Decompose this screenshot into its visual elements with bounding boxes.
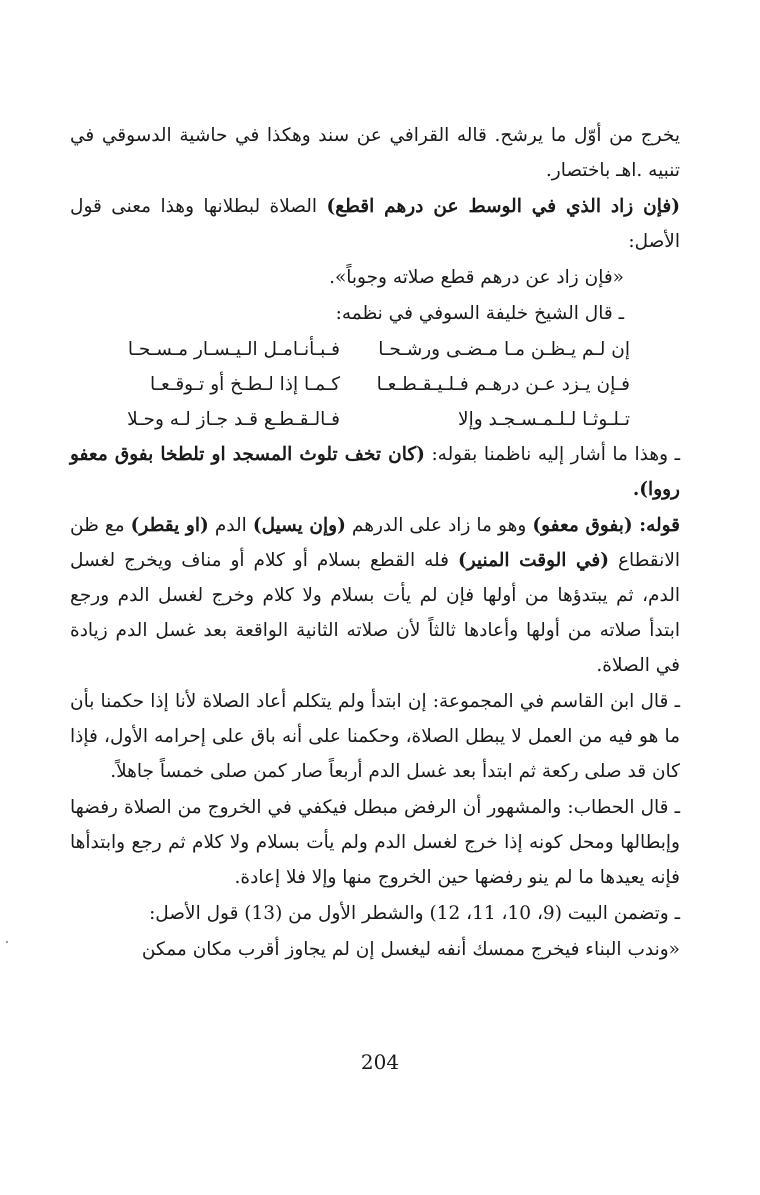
p6-bold-1: (بفوق معفو) — [532, 515, 633, 536]
p1-text: يخرج من أوّل ما يرشح. قاله القرافي عن سند وهكذا في حاشية الدسوقي في تنبيه .اهـ باختصار. — [70, 125, 680, 181]
poem-hemistich-second: فـبـأنـامـل الـيـسـار مـسـحـا — [127, 339, 340, 360]
paragraph-9 — [70, 896, 680, 931]
poem-verse — [70, 367, 630, 402]
paragraph-7 — [70, 684, 680, 789]
poem-verse — [70, 402, 630, 437]
p5-text: ـ وهذا ما أشار إليه ناظمنا بقوله: — [424, 444, 680, 465]
p6-bold-3: (او يقطر) — [130, 515, 209, 536]
page-number: 204 — [360, 1050, 400, 1074]
paragraph-3-quote — [70, 260, 680, 295]
poem-hemistich-first: إن لـم يـظـن مـا مـضـى ورشـحـا — [378, 339, 630, 360]
paragraph-4 — [70, 296, 680, 331]
paragraph-1 — [70, 118, 680, 188]
p6-text-3: مع ظن الانقطاع — [70, 515, 681, 571]
p6-text-2: الدم — [208, 515, 253, 536]
poem-block — [70, 332, 630, 437]
p9-text: ـ وتضمن البيت (9، 10، 11، 12) والشطر الأول من (13) قول الأصل: — [149, 903, 680, 924]
p6-text-4: فله القطع بسلام أو كلام أو مناف ويخرج لغسل الدم، ثم يبتدؤها من أولها فإن لم يأت بسلام ولا كلام وخرج لغسل الدم ورجع ابتدأ صلاته من أولها وأعادها ثالثاً لأن صلاته الثانية الواقعة بعد غسل الدم زيادة في الصلاة. — [70, 550, 680, 676]
page-body — [70, 118, 680, 968]
poem-hemistich-first: فـإن يـزد عـن درهـم فـلـيـقـطـعـا — [376, 374, 630, 395]
p7-text: ـ قال ابن القاسم في المجموعة: إن ابتدأ ولم يتكلم أعاد الصلاة لأنا إذا حكمنا بأن ما هو فيه من العمل لا يبطل الصلاة، وحكمنا على أنه باق على إحرامه الأول، فإذا كان قد صلى ركعة ثم ابتدأ بعد غسل الدم أربعاً صار كمن صلى خمساً جاهلاً. — [70, 691, 680, 782]
p6-bold-2: (وإن يسيل) — [252, 515, 346, 536]
p3-text: «فإن زاد عن درهم قطع صلاته وجوباً». — [329, 267, 624, 288]
p6-lead: قوله: — [632, 515, 681, 536]
p6-text-1: وهو ما زاد على الدرهم — [345, 515, 533, 536]
margin-mark — [6, 941, 8, 943]
paragraph-6 — [70, 508, 680, 683]
paragraph-10 — [70, 932, 680, 967]
p4-text: ـ قال الشيخ خليفة السوفي في نظمه: — [335, 303, 624, 324]
p8-text: ـ قال الحطاب: والمشهور أن الرفض مبطل فيكفي في الخروج من الصلاة رفضها وإبطالها ومحل كونه إذا خرج لغسل الدم ولم يأت بسلام ولا كلام ثم رجع وابتدأها فإنه يعيدها ما لم ينو رفضها حين الخروج منها وإلا فلا إعادة. — [70, 797, 680, 888]
p2-bold-text: (فإن زاد الذي في الوسط عن درهم اقطع) — [326, 196, 680, 217]
paragraph-8 — [70, 790, 680, 895]
poem-verse — [70, 332, 630, 367]
p5-bold-text: (كان تخف تلوث المسجد او تلطخا بفوق معفو رووا). — [70, 444, 680, 500]
p6-bold-4: (في الوقت المنير) — [457, 550, 609, 571]
paragraph-5 — [70, 437, 680, 507]
p2-text: الصلاة لبطلانها وهذا معنى قول الأصل: — [70, 196, 680, 252]
poem-hemistich-first: تـلـوثـا لـلـمـسـجـد وإلا — [458, 409, 630, 430]
paragraph-2 — [70, 189, 680, 259]
poem-hemistich-second: فـالـقـطـع قـد جـاز لـه وحـلا — [127, 409, 340, 430]
p10-text: «وندب البناء فيخرج ممسك أنفه ليغسل إن لم يجاوز أقرب مكان ممكن — [141, 939, 680, 960]
poem-hemistich-second: كـمـا إذا لـطـخ أو تـوقـعـا — [149, 374, 340, 395]
